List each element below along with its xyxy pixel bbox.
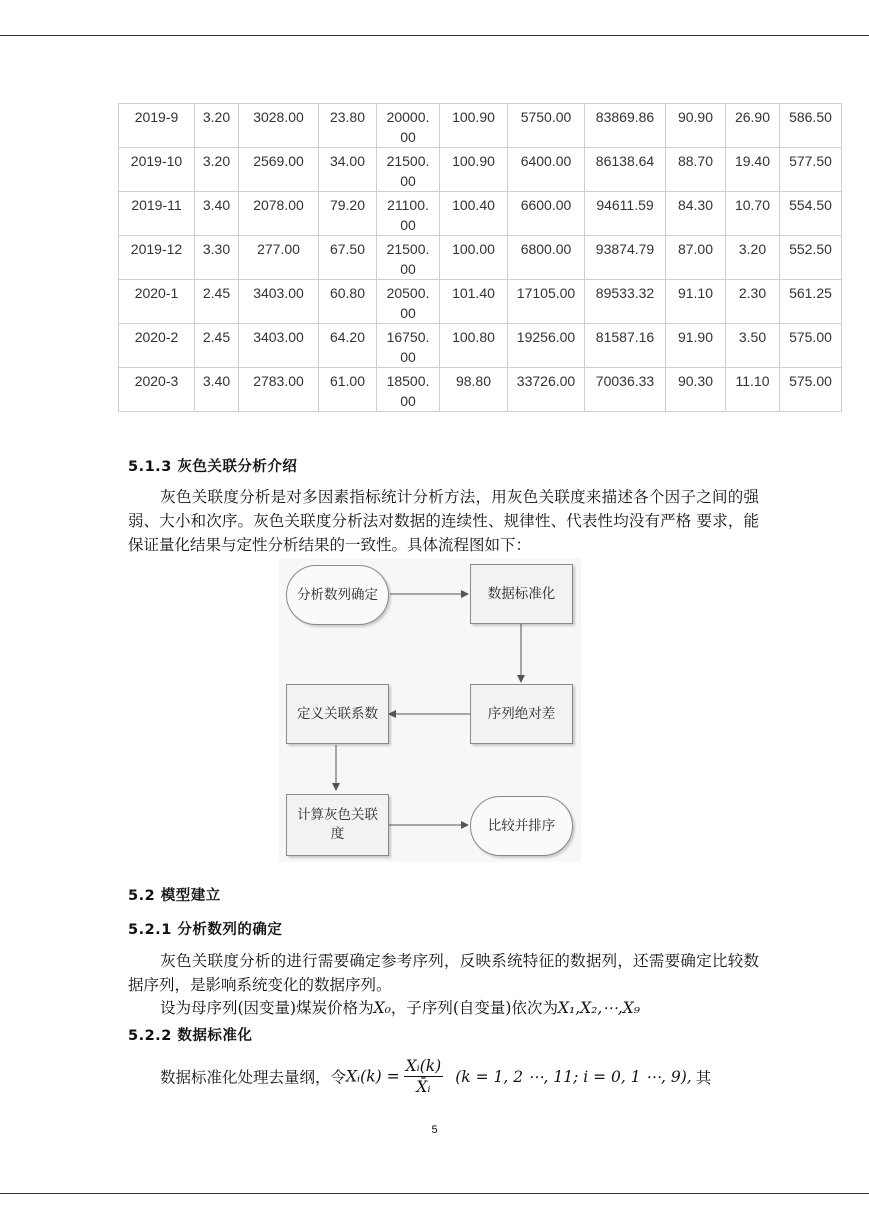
line-normalization-formula — [160, 1056, 711, 1097]
section-5-2-heading: 5.2 模型建立 — [128, 888, 221, 904]
table-cell: 61.00 — [319, 368, 377, 412]
table-cell: 586.50 — [780, 104, 842, 148]
table-cell: 93874.79 — [585, 236, 666, 280]
table-cell: 3.20 — [195, 148, 239, 192]
math-lhs: Xᵢ(k) = — [346, 1067, 400, 1086]
table-cell: 86138.64 — [585, 148, 666, 192]
line-sequence-text-b: ，子序列(自变量)依次为 — [390, 999, 558, 1017]
table-cell: 98.80 — [440, 368, 508, 412]
table-cell: 26.90 — [726, 104, 780, 148]
flowchart — [279, 558, 581, 862]
table-cell: 2569.00 — [239, 148, 319, 192]
table-cell: 17105.00 — [508, 280, 585, 324]
table-cell: 2020-3 — [119, 368, 195, 412]
table-cell: 87.00 — [666, 236, 726, 280]
table-cell: 2020-1 — [119, 280, 195, 324]
table-cell: 3.20 — [726, 236, 780, 280]
math-condition: (k = 1, 2 ⋯, 11; i = 0, 1 ⋯, 9), — [455, 1067, 692, 1086]
header-rule — [0, 35, 869, 36]
table-cell: 2.45 — [195, 324, 239, 368]
paragraph-grey-relational-text: 灰色关联度分析是对多因素指标统计分析方法，用灰色关联度来描述各个因子之间的强弱、大小和次序。灰色关联度分析法对数据的连续性、规律性、代表性均没有严格 要求，能保证量化结果与定性分析结果的一致性。具体流程图如下： — [128, 488, 759, 554]
table-cell: 33726.00 — [508, 368, 585, 412]
table-cell: 100.90 — [440, 104, 508, 148]
flow-node-compare-sort: 比较并排序 — [470, 796, 573, 856]
table-cell: 2019-11 — [119, 192, 195, 236]
table-cell: 20500. 00 — [377, 280, 440, 324]
table-cell: 18500. 00 — [377, 368, 440, 412]
table-cell: 21500. 00 — [377, 236, 440, 280]
table-cell: 88.70 — [666, 148, 726, 192]
table-cell: 6800.00 — [508, 236, 585, 280]
table-cell: 10.70 — [726, 192, 780, 236]
footer-rule — [0, 1193, 869, 1194]
table-cell: 100.80 — [440, 324, 508, 368]
table-row — [119, 324, 842, 368]
table-cell: 23.80 — [319, 104, 377, 148]
table-cell: 3403.00 — [239, 324, 319, 368]
table-cell: 2.30 — [726, 280, 780, 324]
table-cell: 575.00 — [780, 368, 842, 412]
table-cell: 90.30 — [666, 368, 726, 412]
flow-node-define-coefficient: 定义关联系数 — [286, 684, 389, 744]
section-5-1-3-heading: 5.1.3 灰色关联分析介绍 — [128, 459, 298, 475]
table-cell: 2019-10 — [119, 148, 195, 192]
table-cell: 577.50 — [780, 148, 842, 192]
table-cell: 2078.00 — [239, 192, 319, 236]
table-row — [119, 280, 842, 324]
table-cell: 90.90 — [666, 104, 726, 148]
table-cell: 100.90 — [440, 148, 508, 192]
flow-node-standardize: 数据标准化 — [470, 564, 573, 624]
table-cell: 100.00 — [440, 236, 508, 280]
table-cell: 2783.00 — [239, 368, 319, 412]
table-cell: 16750. 00 — [377, 324, 440, 368]
table-cell: 91.90 — [666, 324, 726, 368]
table-cell: 2019-9 — [119, 104, 195, 148]
table-row — [119, 236, 842, 280]
table-cell: 94611.59 — [585, 192, 666, 236]
table-cell: 3403.00 — [239, 280, 319, 324]
table-cell: 64.20 — [319, 324, 377, 368]
flow-node-compute-degree: 计算灰色关联度 — [286, 794, 389, 856]
table-cell: 11.10 — [726, 368, 780, 412]
table-cell: 20000. 00 — [377, 104, 440, 148]
data-table — [118, 103, 842, 412]
table-cell: 70036.33 — [585, 368, 666, 412]
page-number: 5 — [431, 1124, 438, 1136]
section-5-2-2-heading: 5.2.2 数据标准化 — [128, 1028, 253, 1044]
section-5-2-1-heading: 5.2.1 分析数列的确定 — [128, 922, 283, 938]
table-row — [119, 192, 842, 236]
table-cell: 2.45 — [195, 280, 239, 324]
math-x-series: X₁,X₂,⋯,X₉ — [557, 999, 640, 1017]
line-normalization-text-b: 其 — [695, 1068, 712, 1087]
table-cell: 21100. 00 — [377, 192, 440, 236]
table-row — [119, 368, 842, 412]
table-cell: 552.50 — [780, 236, 842, 280]
table-cell: 60.80 — [319, 280, 377, 324]
table-row — [119, 148, 842, 192]
table-row — [119, 104, 842, 148]
math-denominator: X̄ᵢ — [416, 1078, 431, 1096]
table-cell: 3.50 — [726, 324, 780, 368]
table-cell: 100.40 — [440, 192, 508, 236]
table-cell: 79.20 — [319, 192, 377, 236]
paragraph-sequence-text: 灰色关联度分析的进行需要确定参考序列，反映系统特征的数据列，还需要确定比较数据序列，是影响系统变化的数据序列。 — [128, 952, 759, 994]
table-cell: 3.30 — [195, 236, 239, 280]
math-x0: X₀ — [373, 999, 391, 1017]
table-cell: 34.00 — [319, 148, 377, 192]
table-cell: 2019-12 — [119, 236, 195, 280]
table-cell: 67.50 — [319, 236, 377, 280]
table-cell: 91.10 — [666, 280, 726, 324]
math-numerator: Xᵢ(k) — [405, 1057, 442, 1075]
table-cell: 561.25 — [780, 280, 842, 324]
flow-node-abs-difference: 序列绝对差 — [470, 684, 573, 744]
table-cell: 6600.00 — [508, 192, 585, 236]
line-normalization-text-a: 数据标准化处理去量纲，令 — [160, 1068, 347, 1087]
table-cell: 6400.00 — [508, 148, 585, 192]
paragraph-grey-relational-intro — [128, 485, 759, 557]
table-cell: 277.00 — [239, 236, 319, 280]
table-cell: 5750.00 — [508, 104, 585, 148]
table-cell: 3.40 — [195, 192, 239, 236]
table-cell: 554.50 — [780, 192, 842, 236]
line-sequence-text-a: 设为母序列(因变量)煤炭价格为 — [160, 999, 374, 1017]
table-cell: 81587.16 — [585, 324, 666, 368]
table-cell: 19.40 — [726, 148, 780, 192]
table-cell: 3028.00 — [239, 104, 319, 148]
line-sequence-variables — [160, 996, 640, 1018]
math-fraction — [404, 1056, 444, 1097]
paragraph-sequence-definition — [128, 949, 759, 997]
table-cell: 83869.86 — [585, 104, 666, 148]
flow-node-determine-sequence: 分析数列确定 — [286, 565, 389, 625]
table-cell: 575.00 — [780, 324, 842, 368]
table-cell: 84.30 — [666, 192, 726, 236]
table-cell: 19256.00 — [508, 324, 585, 368]
table-cell: 101.40 — [440, 280, 508, 324]
table-cell: 3.40 — [195, 368, 239, 412]
table-cell: 2020-2 — [119, 324, 195, 368]
table-cell: 21500. 00 — [377, 148, 440, 192]
table-cell: 89533.32 — [585, 280, 666, 324]
table-cell: 3.20 — [195, 104, 239, 148]
